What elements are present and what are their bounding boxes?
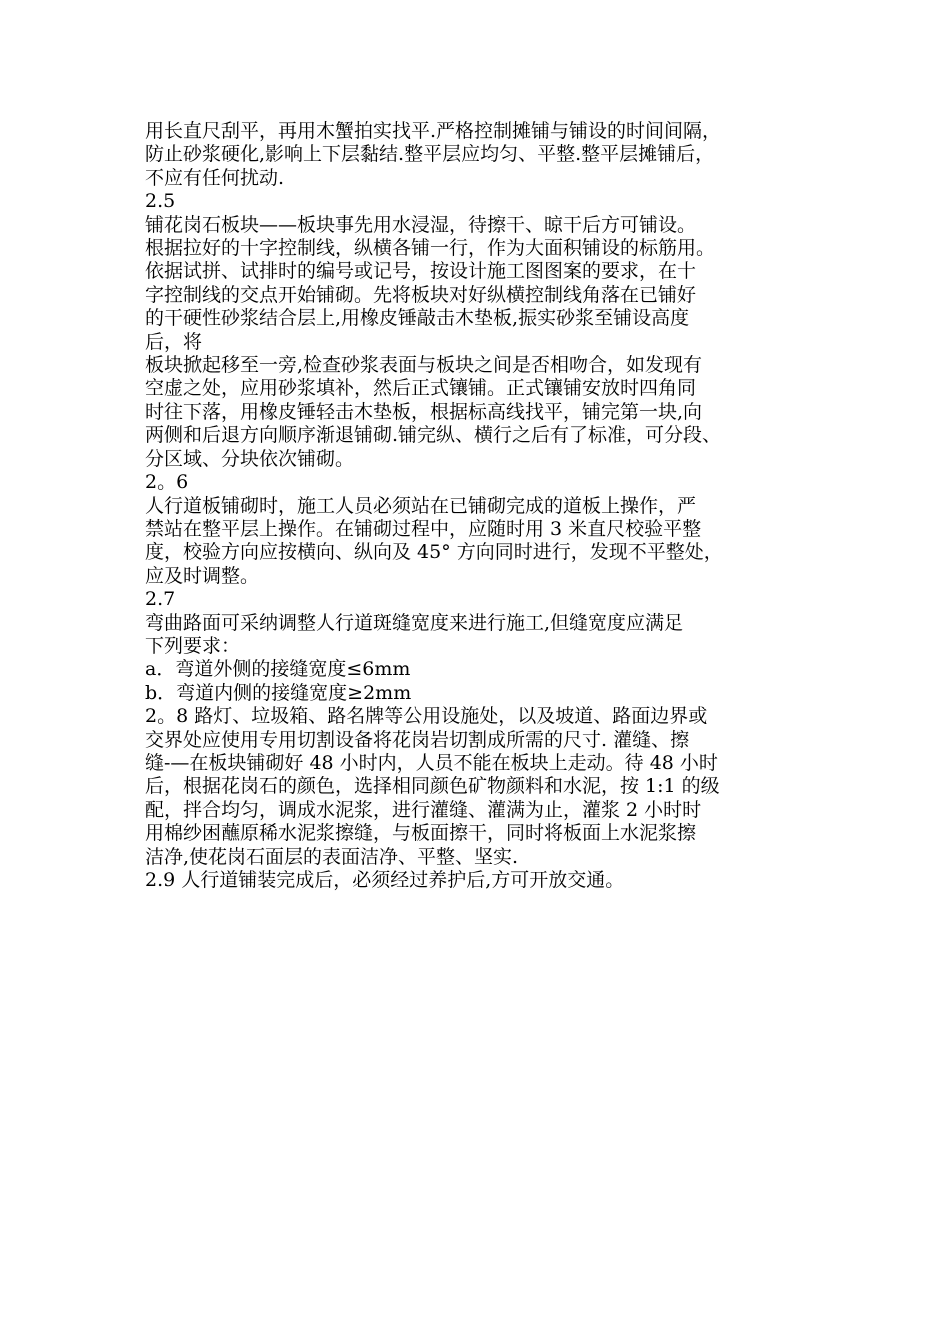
text-line-9: 的干硬性砂浆结合层上,用橡皮锤敲击木垫板,振实砂浆至铺设高度	[145, 307, 690, 330]
section-2-8-line-1: 2。8 路灯、垃圾箱、路名牌等公用设施处，以及坡道、路面边界或	[145, 705, 708, 728]
text-line-7: 依据试拼、试排时的编号或记号，按设计施工图图案的要求，在十	[145, 260, 697, 283]
text-line-10: 后，将	[145, 330, 203, 353]
text-line-20: 应及时调整。	[145, 564, 260, 587]
list-item-a: a．弯道外侧的接缝宽度≤6mm	[145, 658, 411, 681]
section-number-2-6: 2。6	[145, 471, 189, 494]
text-line-27: 交界处应使用专用切割设备将花岗岩切割成所需的尺寸. 灌缝、擦	[145, 728, 690, 751]
text-line-15: 分区域、分块依次铺砌。	[145, 447, 355, 470]
text-line-3: 不应有任何扰动.	[145, 166, 285, 189]
section-number-2-5: 2.5	[145, 190, 176, 213]
text-line-11: 板块掀起移至一旁,检查砂浆表面与板块之间是否相吻合，如发现有	[145, 354, 703, 377]
text-line-2: 防止砂浆硬化,影响上下层黏结.整平层应均匀、平整.整平层摊铺后，	[145, 143, 715, 166]
text-line-18: 禁站在整平层上操作。在铺砌过程中，应随时用 3 米直尺校验平整	[145, 517, 702, 540]
text-line-28: 缝-—在板块铺砌好 48 小时内，人员不能在板块上走动。待 48 小时	[145, 751, 718, 774]
text-line-29: 后，根据花岗石的颜色，选择相同颜色矿物颜料和水泥，按 1:1 的级	[145, 775, 720, 798]
section-number-2-7: 2.7	[145, 588, 176, 611]
section-2-9-line: 2.9 人行道铺装完成后，必须经过养护后,方可开放交通。	[145, 869, 625, 891]
text-line-22: 弯曲路面可采纳调整人行道斑缝宽度来进行施工,但缝宽度应满足	[145, 611, 684, 634]
text-line-31: 用棉纱困蘸原稀水泥浆擦缝，与板面擦干，同时将板面上水泥浆擦	[145, 822, 697, 845]
text-line-17: 人行道板铺砌时，施工人员必须站在已铺砌完成的道板上操作，严	[145, 494, 697, 517]
text-line-19: 度，校验方向应按横向、纵向及 45° 方向同时进行，发现不平整处，	[145, 541, 723, 564]
text-line-8: 字控制线的交点开始铺砌。先将板块对好纵横控制线角落在已铺好	[145, 283, 697, 306]
list-item-b: b．弯道内侧的接缝宽度≥2mm	[145, 681, 412, 704]
text-line-6: 根据拉好的十字控制线，纵横各铺一行，作为大面积铺设的标筋用。	[145, 237, 716, 260]
text-line-14: 两侧和后退方向顺序渐退铺砌.铺完纵、横行之后有了标准，可分段、	[145, 424, 722, 447]
text-line-13: 时往下落，用橡皮锤轻击木垫板，根据标高线找平，铺完第一块,向	[145, 400, 703, 423]
text-line-30: 配，拌合均匀，调成水泥浆，进行灌缝、灌满为止，灌浆 2 小时时	[145, 798, 702, 821]
text-line-1: 用长直尺刮平，再用木蟹拍实找平.严格控制摊铺与铺设的时间间隔，	[145, 120, 722, 142]
text-line-32: 洁净,使花岗石面层的表面洁净、平整、坚实.	[145, 845, 519, 868]
text-line-12: 空虚之处，应用砂浆填补，然后正式镶铺。正式镶铺安放时四角同	[145, 377, 697, 400]
text-line-5: 铺花岗石板块——板块事先用水浸湿，待擦干、晾干后方可铺设。	[145, 213, 697, 236]
document-body	[145, 120, 825, 892]
text-line-23: 下列要求：	[145, 634, 241, 657]
